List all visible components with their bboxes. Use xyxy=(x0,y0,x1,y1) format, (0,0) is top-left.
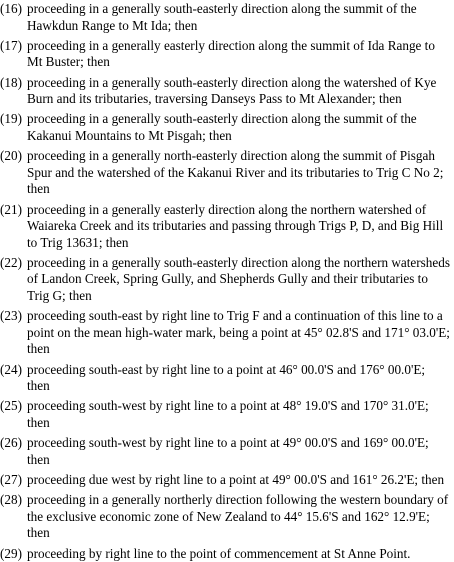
clause-20 xyxy=(0,148,454,198)
clause-text: proceeding in a generally south-easterly direction along the summit of the Hawkdun Range to Mt Ida; then xyxy=(27,1,417,33)
clause-29 xyxy=(0,546,454,562)
clause-text: proceeding in a generally northerly direction following the western boundary of the exclusive economic zone of New Zealand to 44° 15.6'S and 162° 12.9'E; then xyxy=(27,492,449,541)
clause-number: (21) xyxy=(0,201,22,217)
clause-number: (18) xyxy=(0,74,22,90)
clause-text: proceeding due west by right line to a point at 49° 00.0'S and 161° 26.2'E; then xyxy=(27,471,445,487)
clause-number: (28) xyxy=(0,492,22,508)
clause-text: proceeding south-east by right line to a point at 46° 00.0'S and 176° 00.0'E; then xyxy=(27,361,426,394)
clause-25 xyxy=(0,398,454,431)
clause-27 xyxy=(0,472,454,489)
clause-text: proceeding in a generally easterly direction along the northern watershed of Waiareka Creek and its tributaries and passing through Trigs P, D, and Big Hill to Trig 13631; then xyxy=(27,201,444,250)
clause-19 xyxy=(0,111,454,144)
clause-18 xyxy=(0,75,454,108)
clause-16 xyxy=(0,1,454,34)
clause-number: (22) xyxy=(0,254,22,270)
clause-text: proceeding south-east by right line to Trig F and a continuation of this line to a point on the mean high-water mark, being a point at 45° 02.8'S and 171° 03.0'E; then xyxy=(27,308,450,357)
clause-21 xyxy=(0,202,454,252)
clause-text: proceeding in a generally south-easterly direction along the northern watersheds of Landon Creek, Spring Gully, and Shepherds Gully and their tributaries to Trig G; then xyxy=(27,254,450,304)
clause-number: (24) xyxy=(0,361,22,377)
clause-number: (26) xyxy=(0,435,22,451)
clause-number: (20) xyxy=(0,148,22,164)
clause-text: proceeding by right line to the point of commencement at St Anne Point. xyxy=(27,545,411,561)
clause-28 xyxy=(0,492,454,542)
clause-22 xyxy=(0,255,454,305)
clause-23 xyxy=(0,308,454,358)
clause-text: proceeding in a generally south-easterly direction along the watershed of Kye Burn and its tributaries, traversing Danseys Pass to Mt Alexander; then xyxy=(27,74,437,107)
clause-text: proceeding in a generally north-easterly direction along the summit of Pisgah Spur and the watershed of the Kakanui River and its tributaries to Trig C No 2; then xyxy=(27,148,444,197)
clause-26 xyxy=(0,435,454,468)
clause-number: (23) xyxy=(0,308,22,324)
clause-text: proceeding in a generally south-easterly direction along the summit of the Kakanui Mountains to Mt Pisgah; then xyxy=(27,111,417,143)
clause-number: (16) xyxy=(0,1,22,16)
clause-17 xyxy=(0,38,454,71)
clause-24 xyxy=(0,362,454,395)
clause-number: (25) xyxy=(0,398,22,414)
clause-text: proceeding south-west by right line to a point at 48° 19.0'S and 170° 31.0'E; then xyxy=(27,398,429,430)
clause-number: (17) xyxy=(0,37,22,53)
clause-number: (27) xyxy=(0,471,22,487)
clause-number: (19) xyxy=(0,111,22,127)
clause-text: proceeding in a generally easterly direction along the summit of Ida Range to Mt Buster; then xyxy=(27,37,435,70)
clause-text: proceeding south-west by right line to a point at 49° 00.0'S and 169° 00.0'E; then xyxy=(27,435,429,467)
clause-number: (29) xyxy=(0,545,22,561)
